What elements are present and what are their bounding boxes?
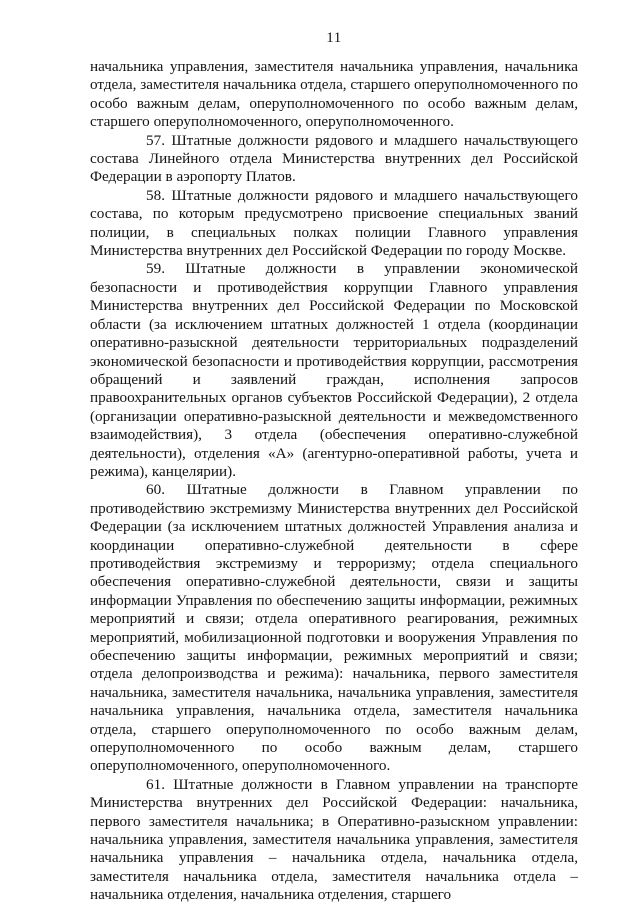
body-text (90, 58, 578, 905)
paragraph-58: 58. Штатные должности рядового и младшего начальствующего состава, по которым предусмотрено присвоение специальных званий полиции, в специальных полках полиции Главного управления Министерства внутренних дел Российской Федерации по городу Москве. (90, 186, 578, 260)
paragraph-61: 61. Штатные должности в Главном управлении на транспорте Министерства внутренних дел Российской Федерации: начальника, первого заместителя начальника; в Оперативно-разыскном управлении: начальника управления, заместителя начальника управления, заместителя начальника управления – начальника отдела, начальника отдела, заместителя начальника отдела, заместителя начальника отдела – начальника отделения, начальника отделения, старшего (90, 775, 578, 904)
paragraph-59: 59. Штатные должности в управлении экономической безопасности и противодействия коррупции Главного управления Министерства внутренних дел Российской Федерации по Московской области (за исключением штатных должностей 1 отдела (координации оперативно-разыскной деятельности территориальных подразделений экономической безопасности и противодействия коррупции, рассмотрения обращений и заявлений граждан, исполнения запросов правоохранительных органов субъектов Российской Федерации), 2 отдела (организации оперативно-разыскной деятельности и межведомственного взаимодействия), 3 отдела (обеспечения оперативно-служебной деятельности), отделения «А» (агентурно-оперативной работы, учета и режима), канцелярии). (90, 260, 578, 480)
paragraph-continuation: начальника управления, заместителя начальника управления, начальника отдела, заместителя начальника отдела, старшего оперуполномоченного по особо важным делам, оперуполномоченного по особо важным делам, старшего оперуполномоченного, оперуполномоченного. (90, 58, 578, 131)
document-page (90, 0, 578, 905)
paragraph-57: 57. Штатные должности рядового и младшего начальствующего состава Линейного отдела Министерства внутренних дел Российской Федерации в аэропорту Платов. (90, 131, 578, 186)
paragraph-60: 60. Штатные должности в Главном управлении по противодействию экстремизму Министерства внутренних дел Российской Федерации (за исключением штатных должностей Управления анализа и координации оперативно-служебной деятельности в сфере противодействия экстремизму и терроризму; отдела специального обеспечения оперативно-служебной деятельности, связи и защиты информации Управления по обеспечению защиты информации, режимных мероприятий и связи; отдела оперативного реагирования, режимных мероприятий, мобилизационной подготовки и вооружения Управления по обеспечению защиты информации, режимных мероприятий и связи; отдела делопроизводства и режима): начальника, первого заместителя начальника, заместителя начальника, начальника управления, заместителя начальника управления, начальника отдела, заместителя начальника отдела, старшего оперуполномоченного по особо важным делам, оперуполномоченного по особо важным делам, старшего оперуполномоченного, оперуполномоченного. (90, 481, 578, 775)
page-number: 11 (326, 30, 342, 46)
